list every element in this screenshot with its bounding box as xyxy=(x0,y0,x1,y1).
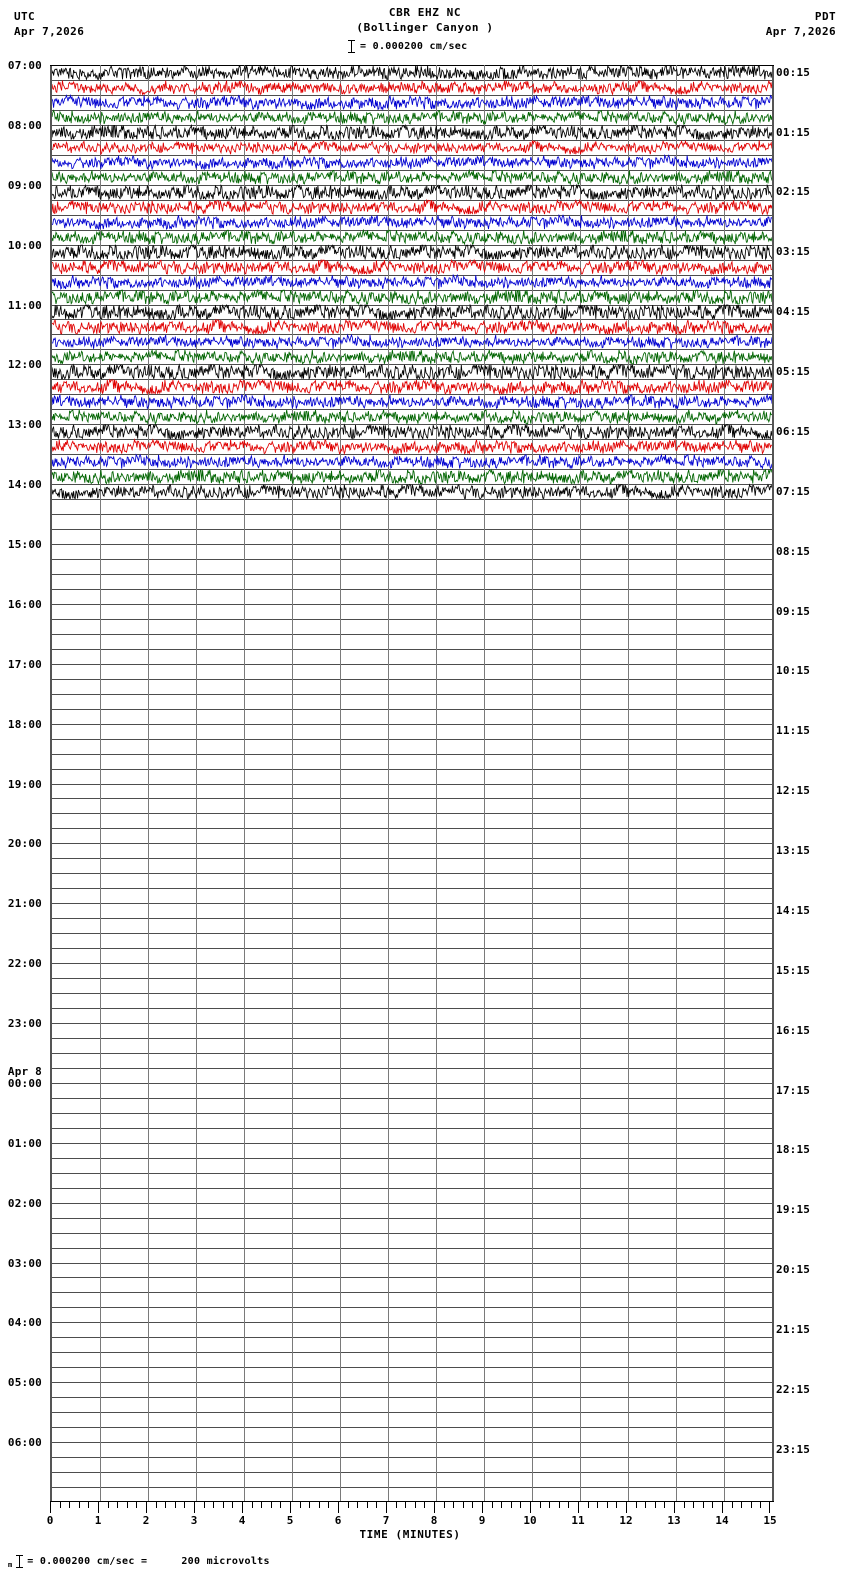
left-hour-label: 10:00 xyxy=(7,238,42,252)
x-axis-minor-tick xyxy=(184,1502,185,1508)
x-axis-tick-label: 12 xyxy=(619,1514,633,1527)
left-day-change-label: Apr 8 xyxy=(7,1064,42,1078)
x-axis-minor-tick xyxy=(88,1502,89,1508)
x-axis-minor-tick xyxy=(655,1502,656,1508)
x-axis-major-tick xyxy=(338,1502,339,1513)
x-axis-minor-tick xyxy=(280,1502,281,1508)
seismic-trace xyxy=(52,425,772,439)
right-hour-label: 11:15 xyxy=(776,724,811,738)
seismic-trace xyxy=(52,395,772,409)
left-hour-label: 07:00 xyxy=(7,59,42,72)
x-axis-major-tick xyxy=(626,1502,627,1513)
x-axis-minor-tick xyxy=(271,1502,272,1508)
seismic-trace xyxy=(52,81,772,95)
x-axis-minor-tick xyxy=(568,1502,569,1508)
x-axis-major-tick xyxy=(674,1502,675,1513)
x-axis-major-tick xyxy=(769,1502,770,1513)
seismic-trace xyxy=(52,410,772,424)
seismic-trace xyxy=(52,275,772,289)
seismic-trace xyxy=(52,335,772,349)
left-hour-label: 19:00 xyxy=(7,777,42,791)
x-axis-minor-tick xyxy=(472,1502,473,1508)
left-hour-label: 11:00 xyxy=(7,298,42,312)
left-timezone-label: UTC xyxy=(14,10,36,23)
x-axis-minor-tick xyxy=(741,1502,742,1508)
left-hour-label: 13:00 xyxy=(7,418,42,432)
x-axis-minor-tick xyxy=(309,1502,310,1508)
right-hour-label: 12:15 xyxy=(776,784,811,798)
station-subtitle: (Bollinger Canyon ) xyxy=(356,21,494,34)
seismic-trace xyxy=(52,260,772,274)
right-hour-label: 02:15 xyxy=(776,185,811,199)
x-axis-major-tick xyxy=(290,1502,291,1513)
seismic-traces xyxy=(52,65,772,1502)
right-hour-label: 18:15 xyxy=(776,1143,811,1157)
seismic-trace xyxy=(52,485,772,499)
x-axis-tick-label: 2 xyxy=(142,1514,150,1527)
x-axis-minor-tick xyxy=(69,1502,70,1508)
right-hour-label: 19:15 xyxy=(776,1203,811,1217)
x-axis-major-tick xyxy=(50,1502,51,1513)
left-hour-label: 20:00 xyxy=(7,837,42,851)
x-axis-minor-tick xyxy=(607,1502,608,1508)
x-axis-minor-tick xyxy=(175,1502,176,1508)
x-axis-minor-tick xyxy=(60,1502,61,1508)
x-axis-tick-label: 13 xyxy=(667,1514,681,1527)
seismic-trace xyxy=(52,170,772,184)
right-hour-label: 03:15 xyxy=(776,245,811,259)
x-axis-minor-tick xyxy=(376,1502,377,1508)
seismic-trace xyxy=(52,290,772,304)
x-axis-minor-tick xyxy=(751,1502,752,1508)
x-axis-minor-tick xyxy=(136,1502,137,1508)
right-hour-label: 23:15 xyxy=(776,1442,811,1456)
x-axis-tick-label: 14 xyxy=(715,1514,729,1527)
seismic-trace xyxy=(52,200,772,214)
right-time-axis xyxy=(776,0,850,1584)
x-axis-minor-tick xyxy=(165,1502,166,1508)
x-axis-title: TIME (MINUTES) xyxy=(359,1528,461,1541)
right-hour-label: 17:15 xyxy=(776,1083,811,1097)
x-axis-tick-label: 11 xyxy=(571,1514,585,1527)
x-axis-minor-tick xyxy=(232,1502,233,1508)
x-axis-major-tick xyxy=(242,1502,243,1513)
x-axis-minor-tick xyxy=(424,1502,425,1508)
x-axis-minor-tick xyxy=(712,1502,713,1508)
x-axis-minor-tick xyxy=(348,1502,349,1508)
x-axis-minor-tick xyxy=(520,1502,521,1508)
station-title: CBR EHZ NC xyxy=(388,6,462,19)
x-axis-minor-tick xyxy=(492,1502,493,1508)
seismic-trace xyxy=(52,455,772,469)
seismic-trace xyxy=(52,440,772,454)
helicorder-plot[interactable] xyxy=(50,65,774,1502)
x-axis-minor-tick xyxy=(444,1502,445,1508)
x-axis-major-tick xyxy=(98,1502,99,1513)
x-axis-major-tick xyxy=(578,1502,579,1513)
x-axis-minor-tick xyxy=(415,1502,416,1508)
right-hour-label: 09:15 xyxy=(776,604,811,618)
footer-prefix-glyph: m xyxy=(8,1561,13,1569)
seismic-trace xyxy=(52,320,772,334)
right-hour-label: 01:15 xyxy=(776,125,811,139)
seismic-trace xyxy=(52,230,772,244)
right-timezone-label: PDT xyxy=(814,10,836,23)
x-axis-minor-tick xyxy=(300,1502,301,1508)
right-hour-label: 04:15 xyxy=(776,305,811,319)
right-hour-label: 15:15 xyxy=(776,963,811,977)
x-axis-minor-tick xyxy=(511,1502,512,1508)
seismic-trace xyxy=(52,245,772,259)
x-axis-minor-tick xyxy=(357,1502,358,1508)
x-axis-minor-tick xyxy=(261,1502,262,1508)
seismic-trace xyxy=(52,380,772,394)
x-axis-tick-label: 6 xyxy=(334,1514,342,1527)
x-axis-tick-label: 4 xyxy=(238,1514,246,1527)
footer-scale-legend xyxy=(8,1552,270,1570)
x-axis-minor-tick xyxy=(588,1502,589,1508)
x-axis-minor-tick xyxy=(79,1502,80,1508)
left-hour-label: 14:00 xyxy=(7,478,42,492)
right-hour-label: 21:15 xyxy=(776,1323,811,1337)
x-axis-minor-tick xyxy=(252,1502,253,1508)
seismic-trace xyxy=(52,111,772,125)
x-axis-minor-tick xyxy=(108,1502,109,1508)
right-date-label: Apr 7,2026 xyxy=(765,25,836,38)
seismic-trace xyxy=(52,350,772,364)
left-hour-label: 01:00 xyxy=(7,1136,42,1150)
right-hour-label: 13:15 xyxy=(776,844,811,858)
seismic-trace xyxy=(52,155,772,169)
header-scale-text: = 0.000200 cm/sec xyxy=(360,40,468,52)
x-axis-minor-tick xyxy=(319,1502,320,1508)
x-axis-tick-label: 1 xyxy=(94,1514,102,1527)
scale-bar-i-beam-icon xyxy=(16,1555,23,1568)
x-axis-major-tick xyxy=(386,1502,387,1513)
right-hour-label: 14:15 xyxy=(776,903,811,917)
left-hour-label: 12:00 xyxy=(7,358,42,372)
x-axis-minor-tick xyxy=(156,1502,157,1508)
x-axis-minor-tick xyxy=(540,1502,541,1508)
left-hour-label: 17:00 xyxy=(7,657,42,671)
seismic-trace xyxy=(52,66,772,80)
seismic-trace xyxy=(52,96,772,110)
left-hour-label: 05:00 xyxy=(7,1376,42,1390)
x-axis-minor-tick xyxy=(684,1502,685,1508)
left-hour-label: 23:00 xyxy=(7,1017,42,1030)
left-hour-label: 08:00 xyxy=(7,118,42,132)
right-hour-label: 00:15 xyxy=(776,65,811,79)
x-axis-minor-tick xyxy=(204,1502,205,1508)
right-hour-label: 20:15 xyxy=(776,1263,811,1277)
scale-bar-i-beam-icon xyxy=(348,40,355,53)
x-axis-major-tick xyxy=(194,1502,195,1513)
x-axis-minor-tick xyxy=(703,1502,704,1508)
right-hour-label: 05:15 xyxy=(776,365,811,379)
x-axis-tick-label: 15 xyxy=(763,1514,777,1527)
x-axis-tick-label: 8 xyxy=(430,1514,438,1527)
x-axis-minor-tick xyxy=(597,1502,598,1508)
left-hour-label: 06:00 xyxy=(7,1436,42,1450)
x-axis-minor-tick xyxy=(453,1502,454,1508)
left-hour-label: 22:00 xyxy=(7,957,42,971)
left-hour-label: 09:00 xyxy=(7,178,42,192)
x-axis-minor-tick xyxy=(645,1502,646,1508)
x-axis-minor-tick xyxy=(328,1502,329,1508)
x-axis-minor-tick xyxy=(463,1502,464,1508)
left-hour-label: 18:00 xyxy=(7,717,42,731)
x-axis-tick-label: 3 xyxy=(190,1514,198,1527)
left-date-label: Apr 7,2026 xyxy=(14,25,85,38)
x-axis-minor-tick xyxy=(223,1502,224,1508)
x-axis-minor-tick xyxy=(636,1502,637,1508)
right-hour-label: 07:15 xyxy=(776,484,811,498)
x-axis-major-tick xyxy=(722,1502,723,1513)
seismic-trace xyxy=(52,470,772,484)
x-axis-minor-tick xyxy=(664,1502,665,1508)
seismic-trace xyxy=(52,305,772,319)
right-hour-label: 08:15 xyxy=(776,544,811,558)
left-hour-label: 00:00 xyxy=(7,1076,42,1090)
footer-scale-text: = 0.000200 cm/sec = 200 microvolts xyxy=(27,1555,270,1567)
x-axis-minor-tick xyxy=(367,1502,368,1508)
right-hour-label: 16:15 xyxy=(776,1023,811,1037)
header-scale-bar xyxy=(348,38,467,54)
x-axis-tick-label: 0 xyxy=(46,1514,54,1527)
seismic-trace xyxy=(52,140,772,154)
x-axis-minor-tick xyxy=(559,1502,560,1508)
x-axis-minor-tick xyxy=(693,1502,694,1508)
x-axis-major-tick xyxy=(530,1502,531,1513)
seismic-trace xyxy=(52,185,772,199)
x-axis-tick-label: 7 xyxy=(382,1514,390,1527)
left-hour-label: 04:00 xyxy=(7,1316,42,1330)
x-axis-minor-tick xyxy=(760,1502,761,1508)
x-axis-minor-tick xyxy=(213,1502,214,1508)
seismic-trace xyxy=(52,215,772,229)
x-axis-minor-tick xyxy=(405,1502,406,1508)
right-hour-label: 22:15 xyxy=(776,1382,811,1396)
x-axis-minor-tick xyxy=(616,1502,617,1508)
right-hour-label: 06:15 xyxy=(776,424,811,438)
seismic-trace xyxy=(52,365,772,379)
left-hour-label: 16:00 xyxy=(7,597,42,611)
x-axis-minor-tick xyxy=(549,1502,550,1508)
x-axis-minor-tick xyxy=(127,1502,128,1508)
x-axis-tick-label: 10 xyxy=(523,1514,537,1527)
x-axis-major-tick xyxy=(482,1502,483,1513)
x-axis-tick-label: 9 xyxy=(478,1514,486,1527)
x-axis-minor-tick xyxy=(501,1502,502,1508)
left-hour-label: 03:00 xyxy=(7,1256,42,1270)
x-axis-major-tick xyxy=(146,1502,147,1513)
header xyxy=(0,0,850,62)
x-axis-tick-label: 5 xyxy=(286,1514,294,1527)
left-hour-label: 21:00 xyxy=(7,897,42,911)
seismic-trace xyxy=(52,125,772,139)
x-axis-minor-tick xyxy=(117,1502,118,1508)
x-axis-major-tick xyxy=(434,1502,435,1513)
left-hour-label: 02:00 xyxy=(7,1196,42,1210)
right-hour-label: 10:15 xyxy=(776,664,811,678)
x-axis-minor-tick xyxy=(396,1502,397,1508)
x-axis-minor-tick xyxy=(732,1502,733,1508)
left-hour-label: 15:00 xyxy=(7,538,42,551)
left-time-axis xyxy=(0,0,46,1584)
